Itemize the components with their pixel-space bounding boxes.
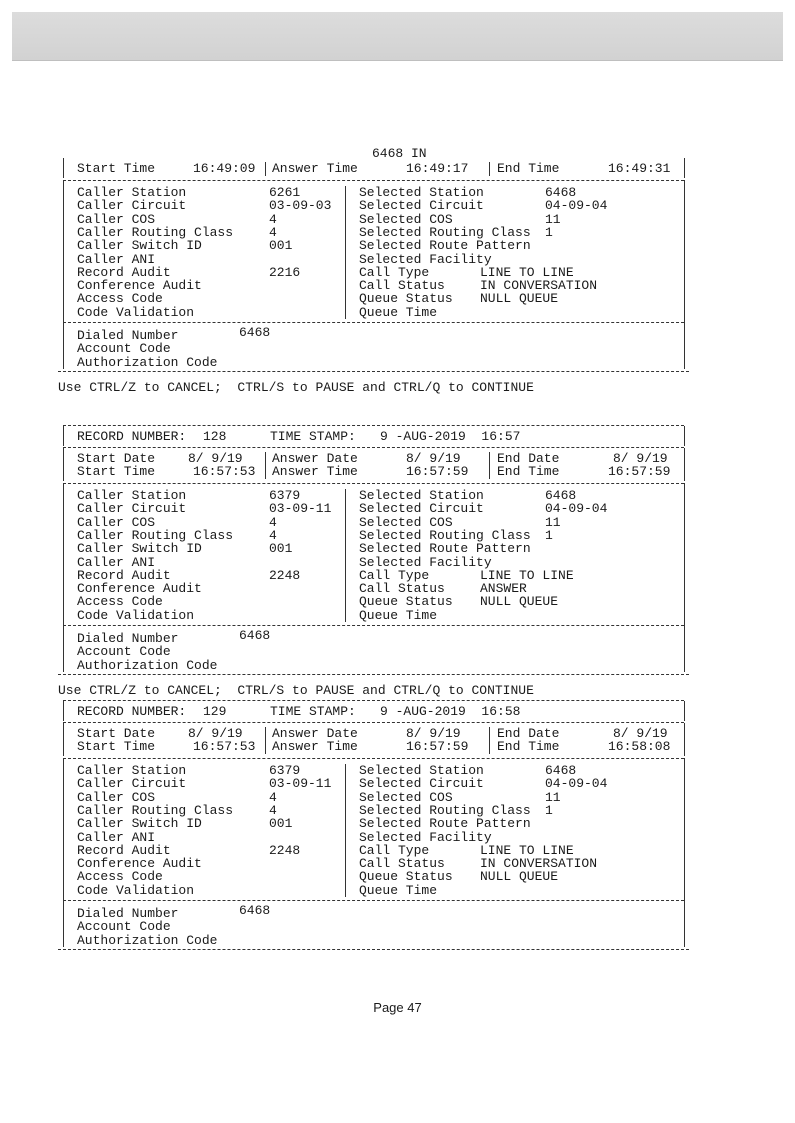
selected-field-value: 1: [545, 527, 553, 543]
vertical-rule: [684, 483, 685, 626]
caller-field-label: Caller Switch ID: [77, 816, 202, 832]
caller-field-label: Record Audit: [77, 567, 171, 583]
vertical-rule: [684, 180, 685, 323]
caller-field-value: 2216: [269, 264, 301, 280]
selected-field-value: NULL QUEUE: [480, 869, 559, 885]
caller-field-label: Caller Switch ID: [77, 238, 202, 254]
record-number-label: RECORD NUMBER:: [77, 704, 187, 719]
vertical-rule: [63, 483, 64, 626]
record-bottom-rule: [58, 674, 689, 675]
record-bottom-rule: [58, 371, 689, 372]
caller-field-value: 4: [269, 211, 277, 227]
vertical-rule: [684, 758, 685, 901]
caller-field-label: Conference Audit: [77, 581, 202, 597]
account-code-label: Account Code: [77, 644, 171, 660]
vertical-rule: [684, 901, 685, 947]
selected-field-label: Call Type: [359, 842, 430, 858]
page-number: Page 47: [373, 1000, 422, 1015]
record-bottom-rule: [58, 949, 689, 950]
end-time-label: End Time: [497, 464, 560, 479]
start-date-label: Start Date: [77, 726, 156, 741]
answer-date-label: Answer Date: [272, 726, 358, 741]
caller-field-value: 2248: [269, 842, 301, 858]
caller-field-label: Caller COS: [77, 514, 156, 530]
selected-field-label: Queue Status: [359, 869, 453, 885]
caller-field-value: 03-09-03: [269, 198, 332, 214]
answer-date: 8/ 9/19: [406, 726, 461, 741]
vertical-rule: [684, 158, 685, 178]
fields-rule: [63, 322, 684, 323]
times-rule: [63, 483, 684, 484]
caller-field-label: Caller Routing Class: [77, 224, 234, 240]
vertical-rule: [265, 162, 266, 176]
caller-field-label: Caller ANI: [77, 251, 156, 267]
vertical-rule: [63, 758, 64, 901]
selected-field-value: IN CONVERSATION: [480, 278, 598, 294]
vertical-rule: [489, 452, 490, 479]
times-rule: [63, 180, 684, 181]
start-time-label: Start Time: [77, 161, 156, 176]
selected-field-value: 1: [545, 224, 553, 240]
vertical-rule: [684, 448, 685, 481]
selected-field-label: Call Type: [359, 567, 430, 583]
record-number: 129: [203, 704, 227, 719]
selected-field-label: Queue Time: [359, 882, 438, 898]
vertical-rule: [345, 489, 346, 622]
caller-field-value: 4: [269, 514, 277, 530]
answer-date: 8/ 9/19: [406, 451, 461, 466]
answer-time-label: Answer Time: [272, 739, 358, 754]
vertical-rule: [63, 448, 64, 481]
end-date-label: End Date: [497, 726, 560, 741]
selected-field-label: Selected COS: [359, 514, 453, 530]
selected-field-label: Selected Routing Class: [359, 802, 531, 818]
start-time: 16:57:53: [193, 739, 256, 754]
caller-field-label: Access Code: [77, 291, 163, 307]
selected-field-value: IN CONVERSATION: [480, 856, 598, 872]
answer-date-label: Answer Date: [272, 451, 358, 466]
selected-field-label: Selected Circuit: [359, 776, 484, 792]
vertical-rule: [63, 723, 64, 756]
caller-field-label: Code Validation: [77, 607, 195, 623]
selected-field-label: Selected Station: [359, 763, 484, 778]
selected-field-value: ANSWER: [480, 581, 527, 597]
authorization-code-label: Authorization Code: [77, 657, 218, 673]
selected-field-label: Call Type: [359, 264, 430, 280]
selected-field-value: 04-09-04: [545, 776, 608, 792]
vertical-rule: [684, 723, 685, 756]
start-time-label: Start Time: [77, 464, 156, 479]
selected-field-value: 11: [545, 514, 561, 530]
selected-field-label: Queue Time: [359, 304, 438, 320]
caller-field-value: 03-09-11: [269, 501, 332, 517]
end-date-label: End Date: [497, 451, 560, 466]
caller-field-label: Record Audit: [77, 842, 171, 858]
end-time: 16:58:08: [608, 739, 671, 754]
caller-field-label: Caller Routing Class: [77, 802, 234, 818]
timestamp-label: TIME STAMP:: [270, 429, 356, 444]
selected-field-label: Call Status: [359, 856, 445, 872]
timestamp-label: TIME STAMP:: [270, 704, 356, 719]
dialed-number: 6468: [239, 903, 271, 918]
selected-field-value: LINE TO LINE: [480, 842, 574, 858]
vertical-rule: [684, 626, 685, 672]
caller-field-label: Conference Audit: [77, 278, 202, 294]
caller-field-label: Conference Audit: [77, 856, 202, 872]
selected-field-value: 11: [545, 789, 561, 805]
start-date: 8/ 9/19: [188, 451, 243, 466]
selected-field-label: Selected Station: [359, 185, 484, 200]
vertical-rule: [63, 426, 64, 446]
record-head-rule: [63, 722, 684, 723]
dialed-number-label: Dialed Number: [77, 906, 179, 921]
times-rule: [63, 758, 684, 759]
caller-field-value: 6379: [269, 488, 301, 503]
caller-field-label: Record Audit: [77, 264, 171, 280]
caller-field-label: Caller Circuit: [77, 198, 187, 214]
selected-field-label: Selected Routing Class: [359, 527, 531, 543]
selected-field-label: Selected Circuit: [359, 198, 484, 214]
selected-field-label: Queue Time: [359, 607, 438, 623]
selected-field-value: LINE TO LINE: [480, 567, 574, 583]
end-date: 8/ 9/19: [613, 451, 668, 466]
continue-prompt: Use CTRL/Z to CANCEL; CTRL/S to PAUSE and CTRL/Q to CONTINUE: [58, 379, 534, 395]
caller-field-label: Access Code: [77, 869, 163, 885]
caller-field-value: 2248: [269, 567, 301, 583]
caller-field-label: Caller Switch ID: [77, 541, 202, 557]
caller-field-label: Code Validation: [77, 882, 195, 898]
selected-field-label: Selected Facility: [359, 251, 492, 267]
caller-field-label: Caller Station: [77, 185, 187, 200]
caller-field-value: 4: [269, 224, 277, 240]
selected-field-value: 6468: [545, 185, 577, 200]
caller-field-value: 6379: [269, 763, 301, 778]
selected-field-value: NULL QUEUE: [480, 291, 559, 307]
selected-field-value: NULL QUEUE: [480, 594, 559, 610]
caller-field-label: Caller Station: [77, 763, 187, 778]
selected-field-value: LINE TO LINE: [480, 264, 574, 280]
caller-field-value: 001: [269, 816, 293, 832]
caller-field-label: Caller ANI: [77, 554, 156, 570]
vertical-rule: [684, 323, 685, 369]
selected-field-value: 6468: [545, 488, 577, 503]
caller-field-value: 03-09-11: [269, 776, 332, 792]
dialed-number-label: Dialed Number: [77, 328, 179, 343]
vertical-rule: [63, 701, 64, 721]
start-date: 8/ 9/19: [188, 726, 243, 741]
selected-field-label: Call Status: [359, 278, 445, 294]
timestamp: 9 -AUG-2019 16:58: [380, 704, 521, 719]
vertical-rule: [684, 426, 685, 446]
end-time-label: End Time: [497, 739, 560, 754]
caller-field-value: 4: [269, 527, 277, 543]
scanner-top-bar: [12, 12, 783, 61]
account-code-label: Account Code: [77, 919, 171, 935]
fields-rule: [63, 900, 684, 901]
caller-field-value: 001: [269, 238, 293, 254]
selected-field-label: Queue Status: [359, 291, 453, 307]
vertical-rule: [63, 626, 64, 672]
caller-field-label: Caller Station: [77, 488, 187, 503]
caller-field-label: Caller Circuit: [77, 501, 187, 517]
end-time: 16:49:31: [608, 161, 671, 176]
caller-field-label: Code Validation: [77, 304, 195, 320]
selected-field-label: Selected Facility: [359, 829, 492, 845]
caller-field-label: Caller Routing Class: [77, 527, 234, 543]
answer-time: 16:57:59: [406, 464, 469, 479]
authorization-code-label: Authorization Code: [77, 354, 218, 370]
vertical-rule: [265, 452, 266, 479]
answer-time-label: Answer Time: [272, 464, 358, 479]
answer-time: 16:57:59: [406, 739, 469, 754]
end-date: 8/ 9/19: [613, 726, 668, 741]
start-date-label: Start Date: [77, 451, 156, 466]
selected-field-label: Selected Station: [359, 488, 484, 503]
start-time: 16:57:53: [193, 464, 256, 479]
record-top-rule: [63, 425, 684, 426]
record-header-extension: 6468 IN: [372, 146, 427, 161]
dialed-number-label: Dialed Number: [77, 631, 179, 646]
continue-prompt: Use CTRL/Z to CANCEL; CTRL/S to PAUSE and CTRL/Q to CONTINUE: [58, 682, 534, 698]
selected-field-value: 04-09-04: [545, 198, 608, 214]
caller-field-value: 001: [269, 541, 293, 557]
selected-field-value: 6468: [545, 763, 577, 778]
answer-time-label: Answer Time: [272, 161, 358, 176]
start-time: 16:49:09: [193, 161, 256, 176]
selected-field-label: Selected Route Pattern: [359, 541, 531, 557]
selected-field-value: 04-09-04: [545, 501, 608, 517]
record-number-label: RECORD NUMBER:: [77, 429, 187, 444]
caller-field-label: Caller COS: [77, 211, 156, 227]
selected-field-value: 11: [545, 211, 561, 227]
dialed-number: 6468: [239, 325, 271, 340]
dialed-number: 6468: [239, 628, 271, 643]
caller-field-label: Caller COS: [77, 789, 156, 805]
timestamp: 9 -AUG-2019 16:57: [380, 429, 521, 444]
vertical-rule: [684, 701, 685, 721]
selected-field-label: Selected Route Pattern: [359, 816, 531, 832]
fields-rule: [63, 625, 684, 626]
record-head-rule: [63, 447, 684, 448]
record-number: 128: [203, 429, 227, 444]
vertical-rule: [345, 764, 346, 897]
selected-field-label: Selected Facility: [359, 554, 492, 570]
selected-field-label: Selected Circuit: [359, 501, 484, 517]
caller-field-value: 4: [269, 802, 277, 818]
caller-field-label: Caller Circuit: [77, 776, 187, 792]
vertical-rule: [345, 186, 346, 319]
caller-field-label: Access Code: [77, 594, 163, 610]
vertical-rule: [63, 323, 64, 369]
account-code-label: Account Code: [77, 341, 171, 357]
vertical-rule: [265, 727, 266, 754]
end-time-label: End Time: [497, 161, 560, 176]
selected-field-label: Selected Routing Class: [359, 224, 531, 240]
selected-field-label: Queue Status: [359, 594, 453, 610]
record-top-rule: [63, 700, 684, 701]
caller-field-label: Caller ANI: [77, 829, 156, 845]
vertical-rule: [63, 901, 64, 947]
answer-time: 16:49:17: [406, 161, 469, 176]
selected-field-label: Selected Route Pattern: [359, 238, 531, 254]
selected-field-label: Selected COS: [359, 211, 453, 227]
selected-field-value: 1: [545, 802, 553, 818]
vertical-rule: [489, 162, 490, 176]
vertical-rule: [489, 727, 490, 754]
end-time: 16:57:59: [608, 464, 671, 479]
authorization-code-label: Authorization Code: [77, 932, 218, 948]
selected-field-label: Selected COS: [359, 789, 453, 805]
caller-field-value: 6261: [269, 185, 301, 200]
vertical-rule: [63, 158, 64, 178]
caller-field-value: 4: [269, 789, 277, 805]
selected-field-label: Call Status: [359, 581, 445, 597]
vertical-rule: [63, 180, 64, 323]
start-time-label: Start Time: [77, 739, 156, 754]
